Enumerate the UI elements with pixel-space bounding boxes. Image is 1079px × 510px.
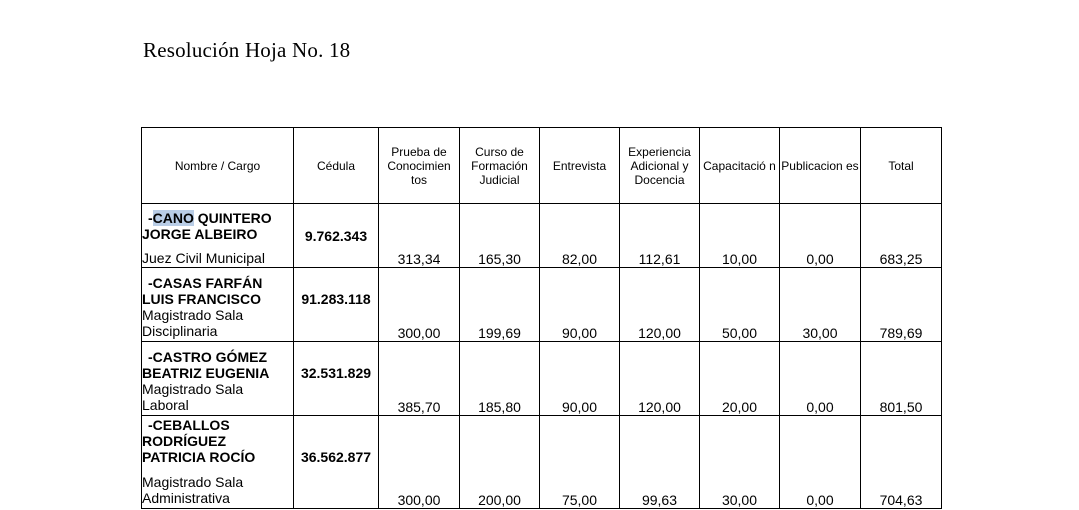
highlighted-text[interactable]: CANO	[152, 210, 194, 226]
cedula-cell: 36.562.877	[294, 416, 379, 509]
experiencia-cell: 99,63	[620, 416, 700, 509]
cedula-cell: 9.762.343	[294, 204, 379, 268]
capacitacion-cell: 30,00	[700, 416, 780, 509]
experiencia-cell: 112,61	[620, 204, 700, 268]
table-header-row	[142, 128, 942, 204]
candidate-name-line2: RODRÍGUEZ	[142, 433, 226, 449]
name-cell	[142, 342, 294, 416]
candidate-cargo-line2: Laboral	[142, 397, 189, 413]
prueba-cell: 385,70	[379, 342, 460, 416]
scores-table	[141, 127, 942, 509]
curso-cell: 199,69	[460, 268, 540, 342]
prueba-cell: 313,34	[379, 204, 460, 268]
candidate-cargo: Magistrado Sala	[142, 307, 244, 323]
candidate-name: -CASTRO GÓMEZ	[148, 349, 267, 365]
capacitacion-cell: 10,00	[700, 204, 780, 268]
table-row	[142, 204, 942, 268]
header-total: Total	[861, 128, 942, 204]
candidate-name-line2: JORGE ALBEIRO	[142, 226, 258, 242]
capacitacion-cell: 20,00	[700, 342, 780, 416]
page-title: Resolución Hoja No. 18	[143, 38, 351, 62]
cedula-cell: 91.283.118	[294, 268, 379, 342]
publicaciones-cell: 30,00	[780, 268, 861, 342]
curso-cell: 165,30	[460, 204, 540, 268]
experiencia-cell: 120,00	[620, 342, 700, 416]
entrevista-cell: 90,00	[540, 342, 620, 416]
candidate-name-line3: PATRICIA ROCÍO	[142, 449, 256, 465]
candidate-cargo: Magistrado Sala	[142, 381, 244, 397]
curso-cell: 185,80	[460, 342, 540, 416]
cedula-cell: 32.531.829	[294, 342, 379, 416]
entrevista-cell: 90,00	[540, 268, 620, 342]
header-publicaciones: Publicacion es	[780, 128, 861, 204]
total-cell: 801,50	[861, 342, 942, 416]
header-name: Nombre / Cargo	[142, 128, 294, 204]
header-experiencia: Experiencia Adicional y Docencia	[620, 128, 700, 204]
name-cell	[142, 268, 294, 342]
entrevista-cell: 75,00	[540, 416, 620, 509]
candidate-name: -CASAS FARFÁN	[148, 275, 263, 291]
name-cell	[142, 204, 294, 268]
header-curso: Curso de Formación Judicial	[460, 128, 540, 204]
publicaciones-cell: 0,00	[780, 416, 861, 509]
candidate-name-line2: LUIS FRANCISCO	[142, 291, 261, 307]
total-cell: 683,25	[861, 204, 942, 268]
entrevista-cell: 82,00	[540, 204, 620, 268]
capacitacion-cell: 50,00	[700, 268, 780, 342]
prueba-cell: 300,00	[379, 416, 460, 509]
table-row	[142, 268, 942, 342]
curso-cell: 200,00	[460, 416, 540, 509]
candidate-cargo-line2: Administrativa	[142, 490, 230, 506]
publicaciones-cell: 0,00	[780, 204, 861, 268]
candidate-cargo: Juez Civil Municipal	[142, 250, 265, 266]
total-cell: 704,63	[861, 416, 942, 509]
publicaciones-cell: 0,00	[780, 342, 861, 416]
header-prueba: Prueba de Conocimien tos	[379, 128, 460, 204]
total-cell: 789,69	[861, 268, 942, 342]
candidate-name-line2: BEATRIZ EUGENIA	[142, 365, 270, 381]
candidate-name: -CANO QUINTERO	[148, 210, 272, 226]
prueba-cell: 300,00	[379, 268, 460, 342]
name-cell	[142, 416, 294, 509]
table-row	[142, 342, 942, 416]
header-capacitacion: Capacitació n	[700, 128, 780, 204]
table-row	[142, 416, 942, 509]
candidate-name: -CEBALLOS	[148, 417, 230, 433]
header-entrevista: Entrevista	[540, 128, 620, 204]
candidate-cargo-line2: Disciplinaria	[142, 323, 218, 339]
experiencia-cell: 120,00	[620, 268, 700, 342]
header-cedula: Cédula	[294, 128, 379, 204]
candidate-cargo: Magistrado Sala	[142, 474, 244, 490]
